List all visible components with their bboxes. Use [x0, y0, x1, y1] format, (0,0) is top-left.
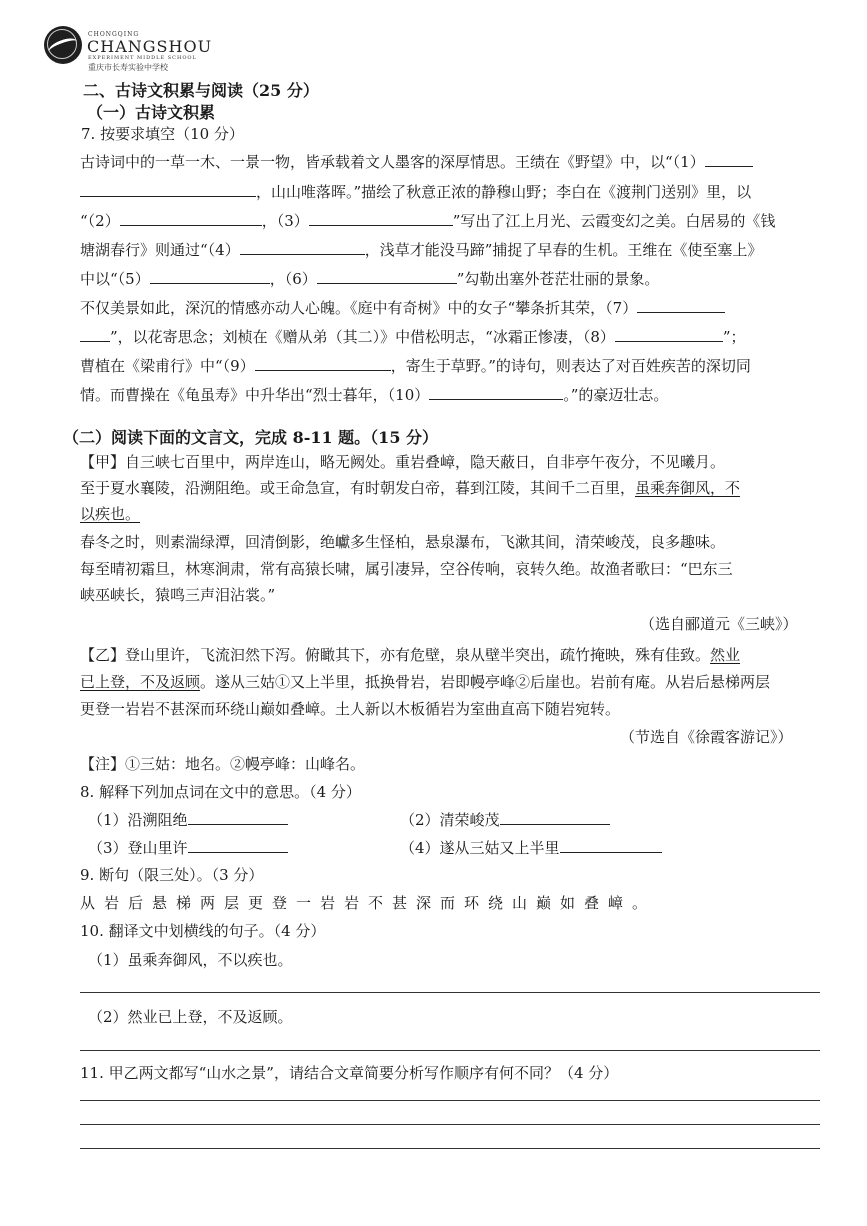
q8-item4: （4）遂从三姑又上半里: [400, 837, 662, 858]
q8-item2: （2）清荣峻茂: [400, 809, 610, 830]
blank-4[interactable]: [240, 240, 365, 255]
q10-item1: （1）虽乘奔御风，不以疾也。: [88, 951, 293, 969]
yi-line2: 已上登，不及返顾。遂从三姑①又上半里，抵换骨岩，岩即幔亭峰②后崖也。岩前有庵。从岩后悬梯两层: [80, 673, 771, 691]
subsection-title-2: （二）阅读下面的文言文，完成 8-11 题。（15 分）: [63, 428, 439, 447]
jia-source: （选自郦道元《三峡》）: [640, 615, 798, 633]
jia-line2: 至于夏水襄陵，沿溯阻绝。或王命急宣，有时朝发白帝，暮到江陵，其间千二百里，虽乘奔御风，不: [80, 479, 741, 497]
q9-text: 从岩后悬梯两层更登一岩岩不甚深而环绕山巅如叠嶂。: [80, 894, 657, 912]
q8-answer-4[interactable]: [560, 838, 662, 853]
blank-7a[interactable]: [637, 298, 725, 313]
q11-answer-line-2[interactable]: [80, 1124, 820, 1125]
logo-name: CHANGSHOU: [87, 37, 213, 56]
blank-6[interactable]: [317, 269, 457, 284]
q8-item3: （3）登山里许: [88, 837, 288, 858]
blank-7b[interactable]: [80, 327, 110, 342]
q8-answer-1[interactable]: [188, 810, 288, 825]
q11-answer-line-1[interactable]: [80, 1100, 820, 1101]
question-8: 8. 解释下列加点词在文中的意思。（4 分）: [80, 783, 361, 801]
subsection-title-1: （一）古诗文积累: [87, 103, 216, 122]
question-7: 7. 按要求填空（10 分）: [81, 125, 244, 143]
yi-line3: 更登一岩岩不甚深而环绕山巅如叠嶂。土人新以木板循岩为室曲直高下随岩宛转。: [80, 700, 621, 718]
p2-line2: ”，以花寄思念；刘桢在《赠从弟（其二）》中借松明志，“冰霜正惨凄，（8） ”；: [80, 326, 746, 347]
blank-2[interactable]: [120, 211, 262, 226]
blank-8[interactable]: [615, 327, 723, 342]
p1-line1: 古诗词中的一草一木、一景一物，皆承载着文人墨客的深厚情思。王绩在《野望》中，以“（1）: [80, 151, 753, 172]
logo-city: CHONGQING: [88, 31, 140, 38]
blank-1b[interactable]: [80, 182, 256, 197]
logo-sub: EXPERIMENT MIDDLE SCHOOL: [88, 55, 197, 61]
question-10: 10. 翻译文中划横线的句子。（4 分）: [80, 922, 326, 940]
jia-line1: 【甲】自三峡七百里中，两岸连山，略无阙处。重岩叠嶂，隐天蔽日，自非亭午夜分，不见曦月。: [80, 453, 726, 471]
q8-item1: （1）沿溯阻绝: [88, 809, 288, 830]
p1-line2: ，山山唯落晖。”描绘了秋意正浓的静穆山野；李白在《渡荆门送别》里，以: [80, 181, 751, 202]
q10-answer-line-2[interactable]: [80, 1050, 820, 1051]
p2-line4: 情。而曹操在《龟虽寿》中升华出“烈士暮年，（10） 。”的豪迈壮志。: [80, 386, 669, 404]
yi-line1: 【乙】登山里许，飞流汩然下泻。俯瞰其下，亦有危壁，泉从壁半突出，疏竹掩映，殊有佳致。然业: [80, 646, 741, 664]
blank-3[interactable]: [309, 211, 453, 226]
logo-cn: 重庆市长寿实验中学校: [88, 63, 168, 72]
yi-source: （节选自《徐霞客游记》）: [620, 728, 793, 746]
blank-1a[interactable]: [705, 152, 753, 167]
p1-line4: 塘湖春行》则通过“（4） ，浅草才能没马蹄”捕捉了早春的生机。王维在《使至塞上》: [80, 241, 763, 259]
p2-line3: 曹植在《梁甫行》中“（9） ，寄生于草野。”的诗句，则表达了对百姓疾苦的深切同: [80, 357, 751, 375]
q8-answer-2[interactable]: [500, 810, 610, 825]
note: 【注】①三姑：地名。②幔亭峰：山峰名。: [80, 755, 366, 773]
question-11: 11. 甲乙两文都写“山水之景”，请结合文章简要分析写作顺序有何不同？（4 分）: [80, 1064, 619, 1082]
q10-item2: （2）然业已上登，不及返顾。: [88, 1008, 293, 1026]
blank-10[interactable]: [429, 385, 563, 400]
jia-line5: 每至晴初霜旦，林寒涧肃，常有高猿长啸，属引凄异，空谷传响，哀转久绝。故渔者歌曰：“巴东三: [80, 560, 733, 578]
q11-answer-line-3[interactable]: [80, 1148, 820, 1149]
p2-line1: 不仅美景如此，深沉的情感亦动人心魄。《庭中有奇树》中的女子“攀条折其荣，（7）: [80, 297, 725, 318]
blank-5[interactable]: [150, 269, 270, 284]
jia-line6: 峡巫峡长，猿鸣三声泪沾裳。”: [80, 586, 276, 604]
jia-line4: 春冬之时，则素湍绿潭，回清倒影，绝巘多生怪柏，悬泉瀑布，飞漱其间，清荣峻茂，良多趣味。: [80, 533, 726, 551]
jia-line3: 以疾也。: [80, 505, 141, 523]
p1-line5: 中以“（5） ，（6） ”勾勒出塞外苍茫壮丽的景象。: [80, 270, 660, 288]
blank-9[interactable]: [255, 356, 391, 371]
school-logo-icon: [44, 26, 82, 64]
q8-answer-3[interactable]: [188, 838, 288, 853]
section-title: 二、古诗文积累与阅读（25 分）: [83, 81, 319, 100]
q10-answer-line-1[interactable]: [80, 992, 820, 993]
question-9: 9. 断句（限三处）。（3 分）: [80, 866, 264, 884]
p1-line3: “（2） ，（3） ”写出了江上月光、云霞变幻之美。白居易的《钱: [80, 212, 776, 230]
